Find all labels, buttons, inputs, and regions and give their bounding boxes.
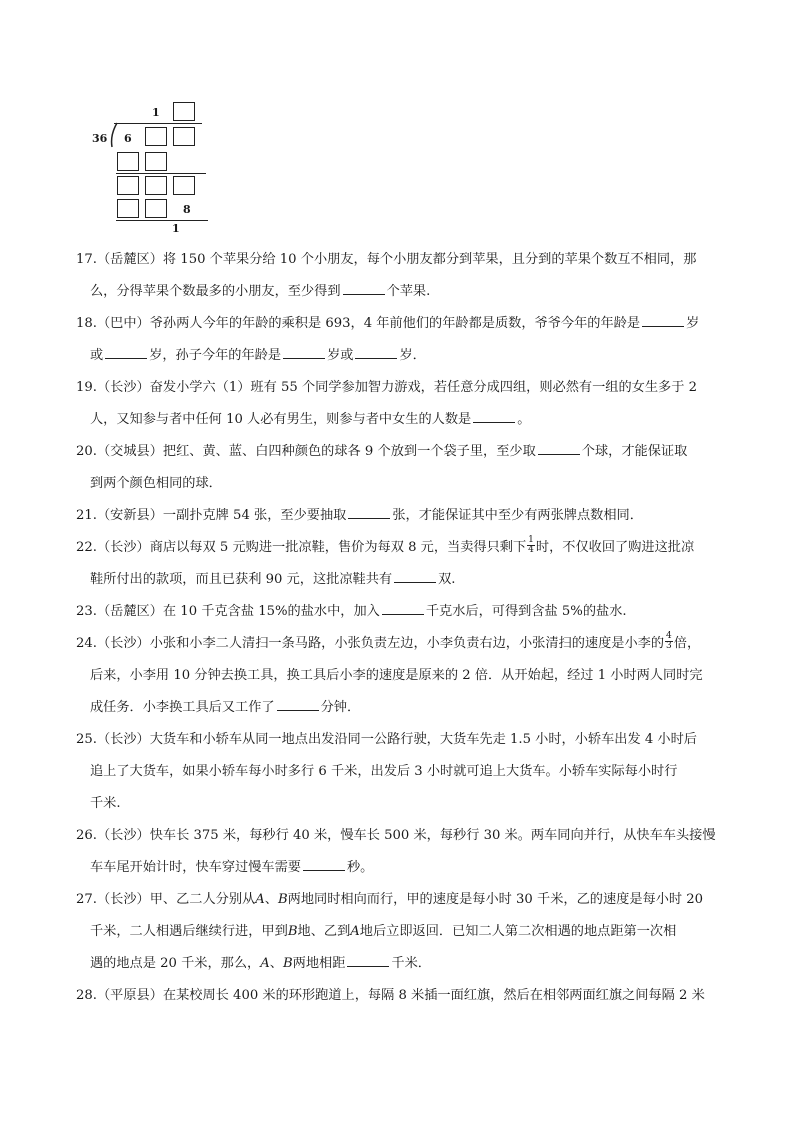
problem-text: （长沙）甲、乙二人分别从 [96, 892, 256, 907]
problem-text-line [76, 500, 728, 532]
problem-text: 岁． [399, 348, 426, 363]
remainder-digit: 1 [172, 222, 180, 235]
problem-text-line [76, 820, 728, 852]
answer-blank[interactable] [283, 345, 325, 359]
problem-text: （交城县）把红、黄、蓝、白四种颜色的球各 9 个放到一个袋子里，至少取 [96, 444, 536, 459]
problem-text: 时，不仅收回了购进这批凉 [535, 540, 695, 555]
problem-text: 个苹果. [386, 284, 431, 299]
problem-text-line [76, 564, 728, 596]
problem-text: 个球，才能保证取 [581, 444, 688, 459]
problem-item [76, 724, 728, 820]
problem-text: 成任务．小李换工具后又工作了 [90, 700, 275, 715]
problem-text: 。 [517, 412, 531, 427]
answer-blank[interactable] [642, 313, 684, 327]
problem-text-line [76, 276, 728, 308]
problem-list [76, 244, 728, 1012]
problem-text: 千克水后，可得到含盐 5%的盐水. [425, 604, 627, 619]
blank-box [117, 152, 139, 171]
problem-text-line [76, 628, 728, 660]
problem-text: 么，分得苹果个数最多的小朋友，至少得到 [90, 284, 341, 299]
blank-box [173, 102, 195, 121]
problem-text-line [76, 308, 728, 340]
point-label: A [255, 892, 265, 907]
problem-text: 遇的地点是 20 千米，那么， [90, 956, 261, 971]
problem-text: 地、乙到 [297, 924, 351, 939]
problem-item [76, 436, 728, 500]
answer-blank[interactable] [355, 345, 397, 359]
problem-item [76, 244, 728, 308]
problem-item [76, 500, 728, 532]
answer-blank[interactable] [105, 345, 147, 359]
fraction [527, 536, 535, 555]
problem-text: （长沙）商店以每双 5 元购进一批凉鞋，售价为每双 8 元，当卖得只剩下 [96, 540, 527, 555]
answer-blank[interactable] [382, 601, 424, 615]
blank-box [117, 199, 139, 218]
problem-text: 岁或 [327, 348, 354, 363]
problem-number: 19. [76, 380, 97, 395]
problem-text: 、 [269, 956, 283, 971]
problem-number: 25. [76, 732, 97, 747]
problem-text: 分钟． [320, 700, 361, 715]
answer-blank[interactable] [277, 697, 319, 711]
divisor: 36 [92, 132, 108, 145]
problem-number: 18. [76, 316, 97, 331]
problem-text: 千米，二人相遇后继续行进，甲到 [90, 924, 288, 939]
problem-text-line [76, 244, 728, 276]
problem-text: 岁，孙子今年的年龄是 [149, 348, 282, 363]
problem-text-line [76, 980, 728, 1012]
point-label: A [260, 956, 270, 971]
problem-text-line [76, 404, 728, 436]
problem-text: 、 [264, 892, 278, 907]
problem-number: 20. [76, 444, 97, 459]
problem-text-line [76, 852, 728, 884]
fraction-denominator: 3 [666, 641, 672, 651]
problem-number: 27. [76, 892, 97, 907]
problem-text: 车车尾开始计时，快车穿过慢车需要 [90, 860, 301, 875]
point-label: B [282, 956, 293, 971]
blank-box [145, 127, 167, 146]
problem-item [76, 372, 728, 436]
inner-digit: 8 [183, 203, 191, 216]
fraction [665, 632, 673, 651]
problem-item [76, 884, 728, 980]
subtraction-line [116, 173, 206, 174]
problem-text: 千米. [90, 796, 121, 811]
problem-text-line [76, 532, 728, 564]
problem-item [76, 980, 728, 1012]
problem-text-line [76, 340, 728, 372]
problem-text: 人，又知参与者中任何 10 人必有男生，则参与者中女生的人数是 [90, 412, 472, 427]
problem-text-line [76, 948, 728, 980]
problem-item [76, 628, 728, 724]
problem-text: 双. [438, 572, 456, 587]
fraction-numerator: 1 [528, 535, 534, 545]
answer-blank[interactable] [473, 409, 515, 423]
problem-number: 17. [76, 252, 97, 267]
problem-text: 或 [90, 348, 104, 363]
quotient-digit: 1 [152, 106, 160, 119]
problem-text: （平原县）在某校周长 400 米的环形跑道上，每隔 8 米插一面红旗，然后在相邻两面红旗之间每隔 2 米 [96, 988, 705, 1003]
problem-text: （长沙）奋发小学六（1）班有 55 个同学参加智力游戏，若任意分成四组，则必然有一组的女生多于 2 [96, 380, 697, 395]
problem-text: （安新县）一副扑克牌 54 张，至少要抽取 [96, 508, 347, 523]
problem-number: 26. [76, 828, 97, 843]
problem-text-line [76, 692, 728, 724]
problem-text: 两地同时相向而行，甲的速度是每小时 30 千米，乙的速度是每小时 20 [287, 892, 704, 907]
blank-box [173, 176, 195, 195]
problem-text-line [76, 468, 728, 500]
problem-text: 岁 [686, 316, 700, 331]
answer-blank[interactable] [538, 441, 580, 455]
problem-text-line [76, 660, 728, 692]
subtraction-line [116, 220, 208, 221]
problem-number: 23. [76, 604, 97, 619]
fraction-denominator: 4 [528, 545, 534, 555]
problem-text-line [76, 756, 728, 788]
problem-text: 秒。 [347, 860, 374, 875]
dividend-digit: 6 [124, 132, 132, 145]
problem-number: 24. [76, 636, 97, 651]
problem-text-line [76, 596, 728, 628]
problem-item [76, 308, 728, 372]
problem-text: （岳麓区）在 10 千克含盐 15%的盐水中，加入 [96, 604, 380, 619]
blank-box [173, 127, 195, 146]
problem-text: 鞋所付出的款项，而且已获利 90 元，这批凉鞋共有 [90, 572, 393, 587]
division-bracket [109, 122, 119, 148]
point-label: B [277, 892, 288, 907]
problem-text-line [76, 372, 728, 404]
division-bar [114, 123, 202, 124]
problem-text: 千米． [391, 956, 431, 971]
answer-blank[interactable] [347, 953, 389, 967]
problem-number: 22. [76, 540, 97, 555]
problem-text: （岳麓区）将 150 个苹果分给 10 个小朋友，每个小朋友都分到苹果，且分到的苹果个数互不相同，那 [96, 252, 697, 267]
long-division-figure [86, 98, 216, 238]
problem-item [76, 820, 728, 884]
problem-text-line [76, 788, 728, 820]
problem-item [76, 532, 728, 596]
problem-text: 地后立即返回．已知二人第二次相遇的地点距第一次相 [359, 924, 677, 939]
problem-text: 倍， [673, 636, 701, 651]
fraction-numerator: 4 [666, 631, 672, 641]
answer-blank[interactable] [343, 281, 385, 295]
answer-blank[interactable] [394, 569, 436, 583]
answer-blank[interactable] [348, 505, 390, 519]
problem-text: 两地相距 [292, 956, 346, 971]
problem-text: （长沙）大货车和小轿车从同一地点出发沿同一公路行驶，大货车先走 1.5 小时，小轿车出发 4 小时后 [96, 732, 697, 747]
blank-box [145, 199, 167, 218]
problem-text: 追上了大货车，如果小轿车每小时多行 6 千米，出发后 3 小时就可追上大货车。小轿车实际每小时行 [90, 764, 678, 779]
problem-text-line [76, 884, 728, 916]
problem-text: （长沙）快车长 375 米，每秒行 40 米，慢车长 500 米，每秒行 30 米。两车同向并行，从快车车头接慢 [96, 828, 716, 843]
blank-box [117, 176, 139, 195]
problem-text-line [76, 724, 728, 756]
blank-box [145, 176, 167, 195]
problem-number: 21. [76, 508, 97, 523]
answer-blank[interactable] [303, 857, 345, 871]
problem-text: 张，才能保证其中至少有两张牌点数相同． [392, 508, 643, 523]
problem-text-line [76, 916, 728, 948]
point-label: A [350, 924, 360, 939]
problem-number: 28. [76, 988, 97, 1003]
problem-text: （长沙）小张和小李二人清扫一条马路，小张负责左边，小李负责右边，小张清扫的速度是小李的 [96, 636, 665, 651]
problem-text: 后来，小李用 10 分钟去换工具，换工具后小李的速度是原来的 2 倍．从开始起，经过 1 小时两人同时完 [90, 668, 703, 683]
blank-box [145, 152, 167, 171]
problem-text: （巴中）爷孙两人今年的年龄的乘积是 693，4 年前他们的年龄都是质数，爷爷今年的年龄是 [96, 316, 641, 331]
problem-text-line [76, 436, 728, 468]
problem-item [76, 596, 728, 628]
problem-text: 到两个颜色相同的球． [90, 476, 222, 491]
point-label: B [287, 924, 298, 939]
